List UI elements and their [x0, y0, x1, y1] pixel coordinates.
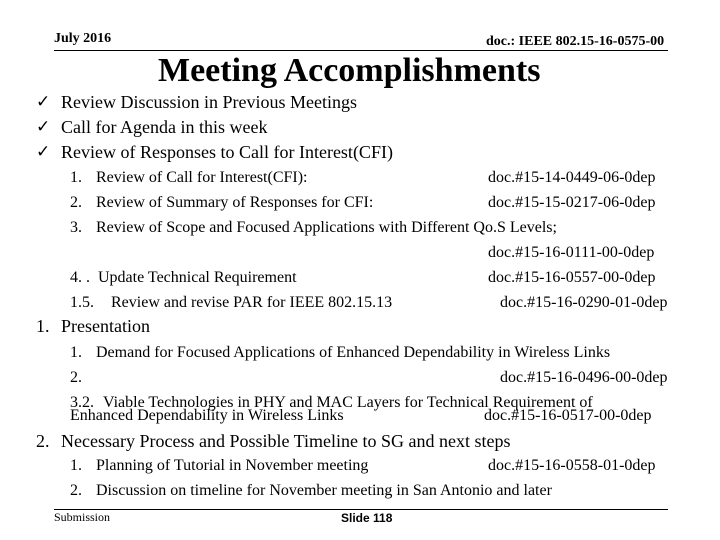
cfi-item-text: Review of Call for Interest(CFI):: [96, 169, 308, 186]
cfi-item-doc: doc.#15-16-0557-00-0dep: [488, 269, 656, 286]
footer-submission: Submission: [54, 510, 111, 524]
cfi-item-num: 1.5.: [70, 294, 94, 311]
cfi-item-doc: doc.#15-16-0290-01-0dep: [500, 294, 668, 311]
header-date: July 2016: [54, 31, 112, 46]
section-presentation-label: Presentation: [61, 316, 150, 336]
presentation-item-num: 1.: [70, 344, 82, 361]
footer-slide-number: Slide 118: [341, 511, 393, 525]
cfi-item-num: 1.: [70, 169, 82, 186]
header-doc-number: doc.: IEEE 802.15-16-0575-00: [486, 34, 665, 49]
cfi-item-doc: doc.#15-15-0217-06-0dep: [488, 194, 656, 211]
check-icon: ✓: [36, 92, 51, 111]
next-item-doc: doc.#15-16-0558-01-0dep: [488, 457, 656, 474]
header-rule: [54, 50, 668, 51]
cfi-item-text: Review of Scope and Focused Applications with Different Qo.S Levels;: [96, 219, 557, 236]
presentation-item-num: 2.: [70, 369, 82, 386]
presentation-item-doc: doc.#15-16-0517-00-0dep: [484, 407, 652, 424]
check-item-2: Call for Agenda in this week: [61, 117, 268, 137]
next-item-num: 2.: [70, 482, 82, 499]
cfi-item-text: Update Technical Requirement: [98, 269, 297, 286]
presentation-item-text: Demand for Focused Applications of Enhanced Dependability in Wireless Links: [96, 344, 611, 361]
cfi-item-doc: doc.#15-16-0111-00-0dep: [488, 244, 655, 261]
section-process-num: 2.: [36, 431, 50, 451]
cfi-item-num: 4. .: [70, 269, 90, 286]
cfi-item-num: 3.: [70, 219, 82, 236]
check-icon: ✓: [36, 142, 51, 161]
footer-rule: [54, 509, 668, 510]
section-process-label: Necessary Process and Possible Timeline to SG and next steps: [61, 431, 511, 451]
page-title: Meeting Accomplishments: [158, 52, 541, 89]
cfi-item-text: Review of Summary of Responses for CFI:: [96, 194, 374, 211]
next-item-num: 1.: [70, 457, 82, 474]
section-presentation-num: 1.: [36, 316, 50, 336]
check-item-3: Review of Responses to Call for Interest(CFI): [61, 142, 393, 162]
presentation-item-text: Viable Technologies in PHY and MAC Layers for Technical Requirement of: [103, 394, 593, 411]
next-item-text: Planning of Tutorial in November meeting: [96, 457, 369, 474]
cfi-item-num: 2.: [70, 194, 82, 211]
cfi-item-text: Review and revise PAR for IEEE 802.15.13: [111, 294, 393, 311]
presentation-item-num: 3.2.: [70, 394, 94, 411]
cfi-item-doc: doc.#15-14-0449-06-0dep: [488, 169, 656, 186]
check-icon: ✓: [36, 117, 51, 136]
presentation-item-doc: doc.#15-16-0496-00-0dep: [500, 369, 668, 386]
presentation-item-text-line2: Enhanced Dependability in Wireless Links: [70, 407, 344, 424]
next-item-text: Discussion on timeline for November meeting in San Antonio and later: [96, 482, 552, 499]
check-item-1: Review Discussion in Previous Meetings: [61, 92, 357, 112]
